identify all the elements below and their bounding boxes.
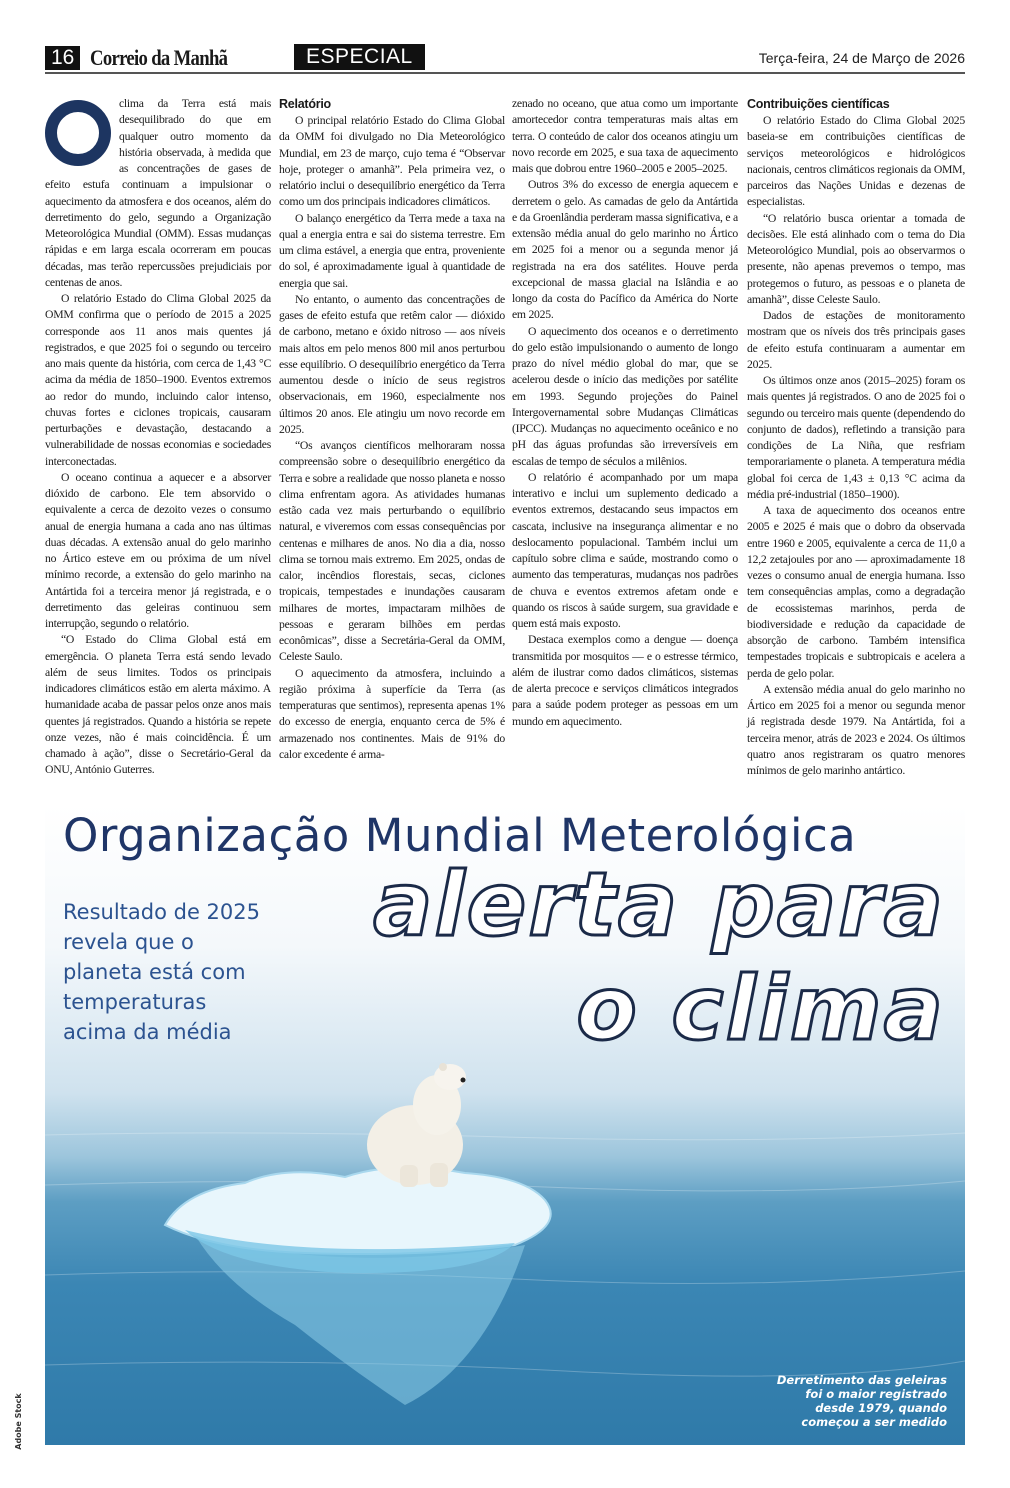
article-column-4 xyxy=(747,96,965,779)
paragraph: A taxa de aquecimento dos oceanos entre 2005 e 2025 é mais que o dobro da observada entre 1960 e 2005, equivalente a cerca de 11,0 a 12,2 zetajoules por ano — aproximadamente 18 vezes o consumo anual de energia humana. Isso tem consequências amplas, como a degradação de ecossistemas marinhos, perda de biodiversidade e redução da capacidade de absorção de carbono. Também intensifica tempestades tropicais e subtropicais e acelera a perda de gelo polar. xyxy=(747,504,965,680)
paragraph: O aquecimento da atmosfera, incluindo a região próxima à superfície da Terra (as temperaturas que sentimos), representa apenas 1% do excesso de energia, enquanto cerca de 5% é armazenado nos continentes. Mais de 91% do calor excedente é arma- xyxy=(279,666,505,761)
headline-line-1: alerta para xyxy=(373,853,945,956)
paragraph: Destaca exemplos como a dengue — doença transmitida por mosquitos — e o estresse térmico, além de ilustrar como dados climáticos, sistemas de alerta precoce e serviços climáticos integrados para a saúde podem proteger as pessoas em um mundo em aquecimento. xyxy=(512,633,738,728)
article-column-2 xyxy=(279,96,505,763)
paragraph: Dados de estações de monitoramento mostram que os níveis dos três principais gases de efeito estufa continuaram a aumentar em 2025. xyxy=(747,309,965,371)
paragraph: O relatório Estado do Clima Global 2025 da OMM confirma que o período de 2015 a 2025 corresponde aos 11 anos mais quentes já registrados, e que 2025 foi o segundo ou terceiro ano mais quente da história, com cerca de 1,43 °C acima da média de 1850–1900. Eventos extremos ao redor do mundo, incluindo calor intenso, chuvas fortes e ciclones tropicais, causaram perturbações e devastação, destacando a vulnerabilidade de nossas economias e sociedades interconectadas. xyxy=(45,292,271,468)
caption-line: Derretimento das geleiras xyxy=(776,1373,947,1387)
headline-line-2: o clima xyxy=(576,957,945,1060)
paragraph: Outros 3% do excesso de energia aquecem e derretem o gelo. As camadas de gelo da Antártida e da Groenlândia perderam massa significativa, e a extensão média anual do gelo marinho no Ártico em 2025 foi a menor ou a segunda menor já registrada na era dos satélites. Houve perda excepcional de massa glacial na Islândia e ao longo da costa do Pacífico da América do Norte em 2025. xyxy=(512,178,738,322)
paragraph: No entanto, o aumento das concentrações de gases de efeito estufa que retêm calor — dióxido de carbono, metano e óxido nitroso — aos níveis mais altos em pelo menos 800 mil anos perturbou esse equilíbrio. O desequilíbrio energético da Terra aumentou desde o início de seus registros observacionais, em 1960, especialmente nos últimos 20 anos. Ele atingiu um novo recorde em 2025. xyxy=(279,292,505,436)
feature-photo xyxy=(45,805,965,1445)
issue-date: Terça-feira, 24 de Março de 2026 xyxy=(758,50,965,66)
newspaper-logo: Correio da Manhã xyxy=(90,45,228,70)
caption-line: começou a ser medido xyxy=(801,1415,947,1429)
paragraph: “Os avanços científicos melhoraram nossa compreensão sobre o desequilíbrio energético da Terra e sobre a realidade que nosso planeta e nosso clima enfrentam agora. As atividades humanas estão cada vez mais perturbando o equilíbrio natural, e viveremos com essas consequências por centenas e milhares de anos. No dia a dia, nosso clima se tornou mais extremo. Em 2025, ondas de calor, incêndios florestais, secas, ciclones tropicais, tempestades e inundações causaram milhares de mortes, impactaram milhões de pessoas e geraram bilhões em perdas econômicas”, disse a Secretária-Geral da OMM, Celeste Saulo. xyxy=(279,439,505,664)
drop-cap-o xyxy=(45,100,111,166)
column-heading: Relatório xyxy=(279,97,331,111)
article-column-1 xyxy=(45,96,271,779)
caption-line: foi o maior registrado xyxy=(805,1387,947,1401)
polar-bear xyxy=(367,1063,466,1187)
paragraph: O relatório é acompanhado por um mapa interativo e inclui um suplemento dedicado a eventos extremos, destacando seus impactos em cascata, inclusive na insegurança alimentar e no deslocamento populacional. Também inclui um capítulo sobre clima e saúde, mostrando como o aumento das temperaturas, mudanças nos padrões de chuva e eventos extremos afetam onde e quando os riscos à saúde surgem, sua gravidade e quem está mais exposto. xyxy=(512,470,738,630)
column-heading: Contribuições científicas xyxy=(747,97,890,111)
paragraph: O oceano continua a aquecer e a absorver dióxido de carbono. Ele tem absorvido o equivalente a cerca de dezoito vezes o consumo anual de energia humana a cada ano nas últimas duas décadas. A extensão anual do gelo marinho no Ártico esteve em ou próxima de um nível mínimo recorde, a extensão do gelo marinho na Antártida foi a terceira menor já registrada, e o derretimento das geleiras continuou sem interrupção, segundo o relatório. xyxy=(45,470,271,630)
paragraph: O relatório Estado do Clima Global 2025 baseia-se em contribuições científicas de serviços meteorológicos e hidrológicos nacionais, centros climáticos regionais da OMM, parceiros das Nações Unidas e dezenas de especialistas. xyxy=(747,114,965,209)
paragraph: “O Estado do Clima Global está em emergência. O planeta Terra está sendo levado além de seus limites. Todos os principais indicadores climáticos estão em alerta máximo. A humanidade acaba de passar pelos onze anos mais quentes já registrados. Quando a história se repete onze vezes, não é mais coincidência. É um chamado à ação”, disse o Secretário-Geral da ONU, António Guterres. xyxy=(45,633,271,777)
paragraph: zenado no oceano, que atua como um importante amortecedor contra temperaturas mais altas em terra. O conteúdo de calor dos oceanos atingiu um novo recorde em 2025, e sua taxa de aquecimento mais que dobrou entre 1960–2005 e 2005–2025. xyxy=(512,97,738,175)
paragraph: O balanço energético da Terra mede a taxa na qual a energia entra e sai do sistema terrestre. Em um clima estável, a energia que entra, proveniente do sol, é aproximadamente igual à quantidade de energia que sai. xyxy=(279,211,505,290)
page-header xyxy=(45,44,965,74)
paragraph: O principal relatório Estado do Clima Global da OMM foi divulgado no Dia Meteorológico Mundial, em 23 de março, cujo tema é “Observar hoje, proteger o amanhã”. Pela primeira vez, o relatório inclui o desequilíbrio energético da Terra como um dos principais indicadores climáticos. xyxy=(279,114,505,209)
page-number: 16 xyxy=(45,46,80,70)
caption-line: desde 1979, quando xyxy=(815,1401,947,1415)
paragraph: O aquecimento dos oceanos e o derretimento do gelo estão impulsionando o aumento de longo prazo do nível médio global do mar, que se acelerou desde o início das medições por satélite em 1993. Segundo projeções do Painel Intergovernamental sobre Mudanças Climáticas (IPCC). Mudanças no aquecimento oceânico e no pH das águas profundas são irreversíveis em escalas de tempo de séculos a milênios. xyxy=(512,324,738,468)
feature-title: Organização Mundial Meterológica xyxy=(63,809,857,862)
article-column-3 xyxy=(512,96,738,730)
paragraph: “O relatório busca orientar a tomada de decisões. Ele está alinhado com o tema do Dia Meteorológico Mundial, pois ao observarmos o presente, não apenas prevemos o tempo, mas protegemos o futuro, as pessoas e o planeta de amanhã”, disse Celeste Saulo. xyxy=(747,211,965,306)
photo-credit: Adobe Stock xyxy=(13,1393,23,1450)
feature-subtitle: Resultado de 2025 revela que o planeta está com temperaturas acima da média xyxy=(63,900,260,1044)
photo-caption xyxy=(777,1373,947,1429)
paragraph: clima da Terra está mais desequilibrado do que em qualquer outro momento da história observada, à medida que as concentrações de gases de efeito estufa continuam a impulsionar o aquecimento da atmosfera e dos oceanos, além do derretimento do gelo, segundo a Organização Meteorológica Mundial (OMM). Essas mudanças rápidas e em larga escala ocorreram em poucas décadas, mas terão repercussões prejudiciais por centenas de anos. xyxy=(45,97,271,289)
paragraph: Os últimos onze anos (2015–2025) foram os mais quentes já registrados. O ano de 2025 foi o segundo ou terceiro mais quente (dependendo do conjunto de dados), refletindo a transição para condições de La Niña, que resfriam temporariamente o planeta. A temperatura média global foi cerca de 1,43 ± 0,13 °C acima da média pré-industrial (1850–1900). xyxy=(747,374,965,501)
section-label: ESPECIAL xyxy=(294,44,425,70)
paragraph: A extensão média anual do gelo marinho no Ártico em 2025 foi a menor ou segunda menor já registrada desde 1979. Na Antártida, foi a terceira menor, atrás de 2023 e 2024. Os últimos quatro anos registraram os quatro menores mínimos de gelo marinho antártico. xyxy=(747,682,965,777)
